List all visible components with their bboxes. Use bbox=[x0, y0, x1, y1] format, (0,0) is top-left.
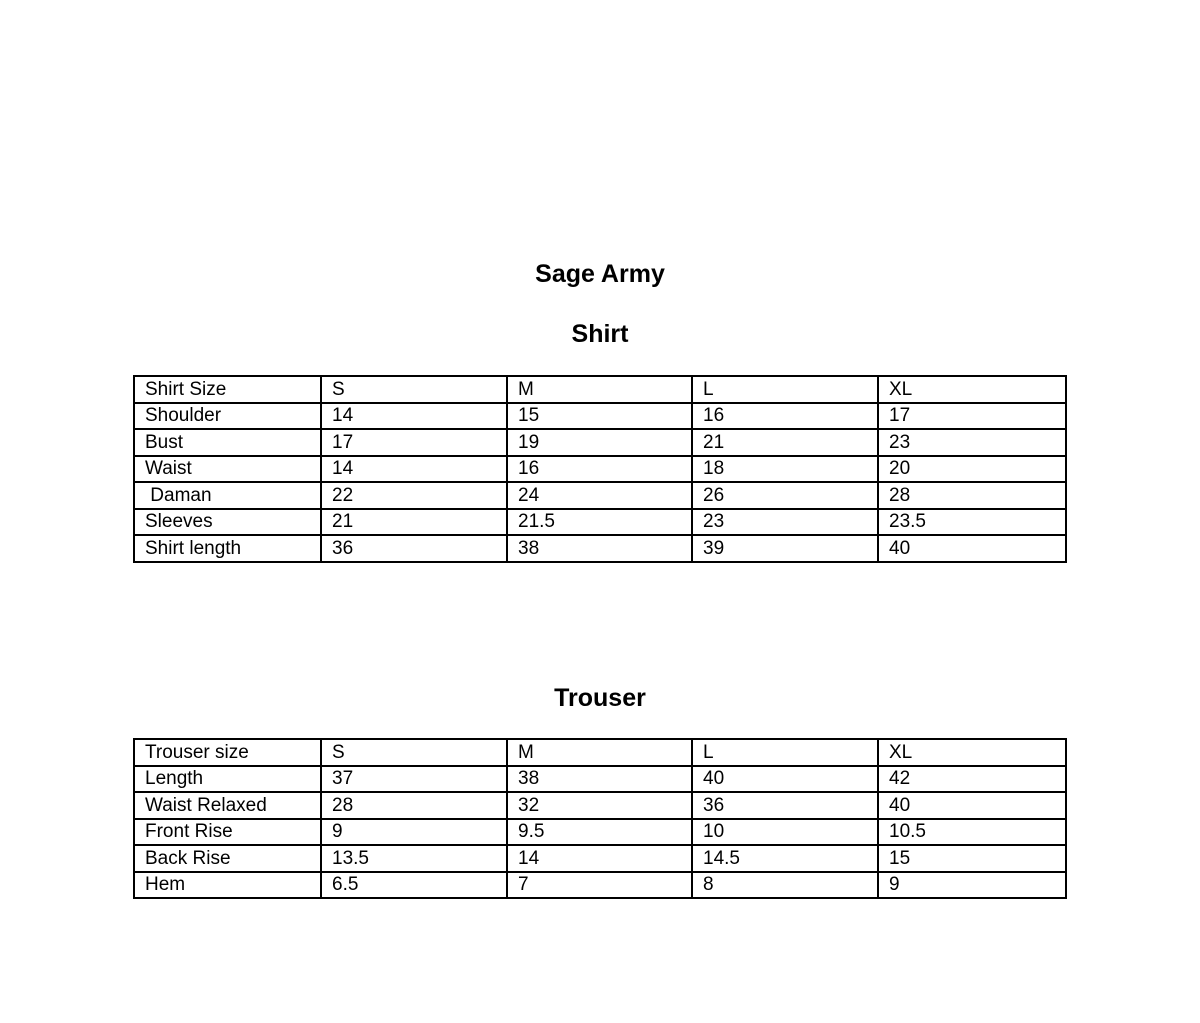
table-cell: 16 bbox=[507, 456, 692, 483]
table-cell: 21.5 bbox=[507, 509, 692, 536]
table-cell: 28 bbox=[321, 792, 507, 819]
table-row bbox=[134, 482, 1066, 509]
table-header-cell: M bbox=[507, 376, 692, 403]
table-row bbox=[134, 403, 1066, 430]
table-cell: 32 bbox=[507, 792, 692, 819]
table-cell: 21 bbox=[321, 509, 507, 536]
table-cell: 23 bbox=[692, 509, 878, 536]
shirt-section-heading: Shirt bbox=[571, 320, 629, 348]
table-header-row bbox=[134, 739, 1066, 766]
table-header-row bbox=[134, 376, 1066, 403]
table-header-cell: L bbox=[692, 739, 878, 766]
shirt-size-table bbox=[133, 375, 1067, 563]
table-header-cell: S bbox=[321, 376, 507, 403]
row-label-cell: Waist Relaxed bbox=[134, 792, 321, 819]
row-label-cell: Front Rise bbox=[134, 819, 321, 846]
row-label-cell: Back Rise bbox=[134, 845, 321, 872]
row-label-cell: Sleeves bbox=[134, 509, 321, 536]
row-label-cell: Bust bbox=[134, 429, 321, 456]
table-cell: 15 bbox=[507, 403, 692, 430]
table-cell: 28 bbox=[878, 482, 1066, 509]
table-row bbox=[134, 429, 1066, 456]
table-header-cell: M bbox=[507, 739, 692, 766]
trouser-size-table bbox=[133, 738, 1067, 899]
table-row bbox=[134, 872, 1066, 899]
table-cell: 14.5 bbox=[692, 845, 878, 872]
row-label-cell: Shoulder bbox=[134, 403, 321, 430]
table-cell: 40 bbox=[878, 535, 1066, 562]
table-row bbox=[134, 845, 1066, 872]
table-cell: 36 bbox=[321, 535, 507, 562]
table-cell: 18 bbox=[692, 456, 878, 483]
table-cell: 14 bbox=[321, 403, 507, 430]
table-cell: 6.5 bbox=[321, 872, 507, 899]
table-cell: 17 bbox=[878, 403, 1066, 430]
table-cell: 38 bbox=[507, 535, 692, 562]
table-cell: 39 bbox=[692, 535, 878, 562]
table-cell: 21 bbox=[692, 429, 878, 456]
table-header-cell: S bbox=[321, 739, 507, 766]
table-row bbox=[134, 766, 1066, 793]
row-label-cell: Length bbox=[134, 766, 321, 793]
table-cell: 10.5 bbox=[878, 819, 1066, 846]
table-row bbox=[134, 509, 1066, 536]
table-cell: 36 bbox=[692, 792, 878, 819]
table-cell: 15 bbox=[878, 845, 1066, 872]
table-cell: 9.5 bbox=[507, 819, 692, 846]
table-row bbox=[134, 535, 1066, 562]
trouser-section-heading: Trouser bbox=[554, 684, 646, 712]
row-label-cell: Waist bbox=[134, 456, 321, 483]
table-cell: 9 bbox=[321, 819, 507, 846]
table-cell: 8 bbox=[692, 872, 878, 899]
table-cell: 24 bbox=[507, 482, 692, 509]
table-header-cell: Shirt Size bbox=[134, 376, 321, 403]
table-header-cell: XL bbox=[878, 739, 1066, 766]
table-cell: 13.5 bbox=[321, 845, 507, 872]
table-row bbox=[134, 792, 1066, 819]
table-cell: 19 bbox=[507, 429, 692, 456]
page-title: Sage Army bbox=[535, 260, 665, 288]
table-cell: 23.5 bbox=[878, 509, 1066, 536]
row-label-cell: Hem bbox=[134, 872, 321, 899]
table-cell: 10 bbox=[692, 819, 878, 846]
table-header-cell: L bbox=[692, 376, 878, 403]
row-label-cell: Daman bbox=[134, 482, 321, 509]
table-row bbox=[134, 819, 1066, 846]
table-cell: 7 bbox=[507, 872, 692, 899]
table-cell: 40 bbox=[692, 766, 878, 793]
table-cell: 14 bbox=[321, 456, 507, 483]
table-cell: 17 bbox=[321, 429, 507, 456]
table-cell: 37 bbox=[321, 766, 507, 793]
table-cell: 26 bbox=[692, 482, 878, 509]
table-cell: 14 bbox=[507, 845, 692, 872]
table-cell: 16 bbox=[692, 403, 878, 430]
table-row bbox=[134, 456, 1066, 483]
table-cell: 40 bbox=[878, 792, 1066, 819]
table-header-cell: Trouser size bbox=[134, 739, 321, 766]
table-cell: 9 bbox=[878, 872, 1066, 899]
table-cell: 38 bbox=[507, 766, 692, 793]
table-cell: 23 bbox=[878, 429, 1066, 456]
table-header-cell: XL bbox=[878, 376, 1066, 403]
table-cell: 22 bbox=[321, 482, 507, 509]
row-label-cell: Shirt length bbox=[134, 535, 321, 562]
table-cell: 42 bbox=[878, 766, 1066, 793]
table-cell: 20 bbox=[878, 456, 1066, 483]
